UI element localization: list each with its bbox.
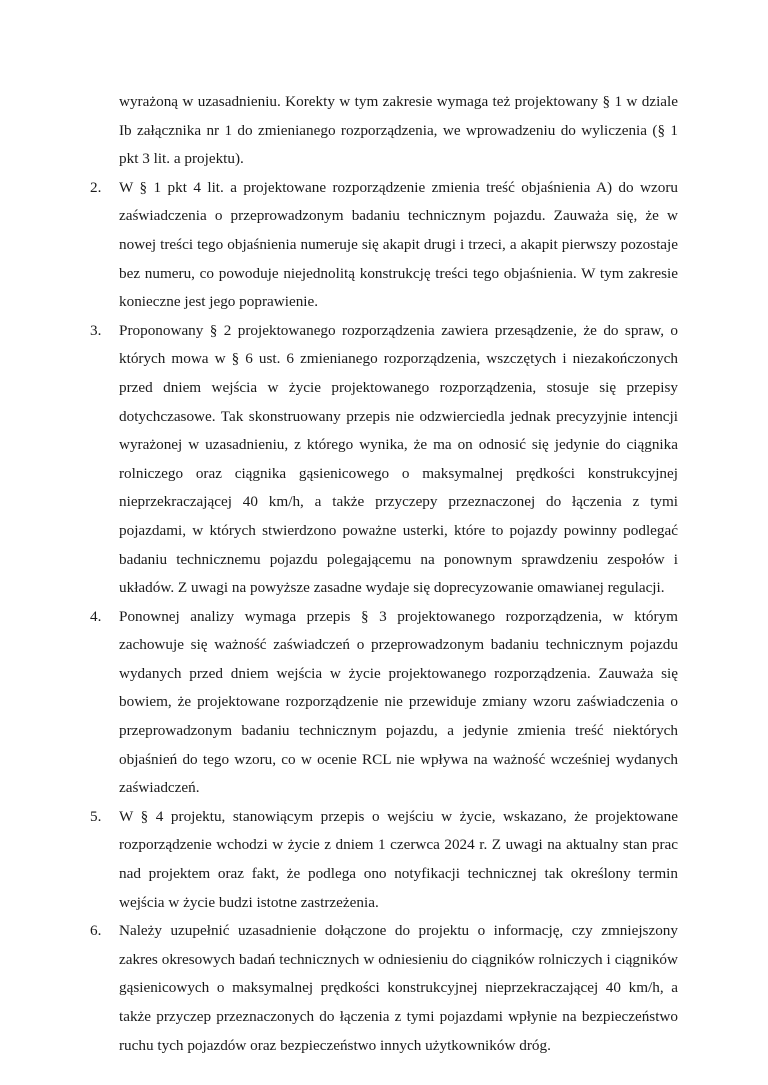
list-item-4	[90, 603, 678, 803]
list-item-3	[90, 317, 678, 603]
document-body	[90, 88, 678, 1060]
continuation-paragraph: wyrażoną w uzasadnieniu. Korekty w tym zakresie wymaga też projektowany § 1 w dziale Ib załącznika nr 1 do zmienianego rozporządzenia, we wprowadzeniu do wyliczenia (§ 1 pkt 3 lit. a projektu).	[119, 93, 678, 168]
list-item-text: W § 4 projektu, stanowiącym przepis o wejściu w życie, wskazano, że projektowane rozporządzenie wchodzi w życie z dniem 1 czerwca 2024 r. Z uwagi na aktualny stan prac nad projektem oraz fakt, że podlega ono notyfikacji technicznej tak określony termin wejścia w życie budzi istotne zastrzeżenia.	[119, 807, 678, 911]
list-item-number: 5.	[90, 807, 102, 825]
list-item-text: Ponownej analizy wymaga przepis § 3 projektowanego rozporządzenia, w którym zachowuje się ważność zaświadczeń o przeprowadzonym badaniu technicznym pojazdu wydanych przed dniem wejścia w życie projektowanego rozporządzenia. Zauważa się bowiem, że projektowane rozporządzenie nie przewiduje zmiany wzoru zaświadczenia o przeprowadzonym badaniu technicznym pojazdu, a jedynie zmienia treść niektórych objaśnień do tego wzoru, co w ocenie RCL nie wpływa na ważność wcześniej wydanych zaświadczeń.	[119, 607, 678, 797]
list-item-2	[90, 174, 678, 317]
list-item-text: Należy uzupełnić uzasadnienie dołączone do projektu o informację, czy zmniejszony zakres okresowych badań technicznych w odniesieniu do ciągników rolniczych i ciągników gąsienicowych o maksymalnej prędkości konstrukcyjnej nieprzekraczającej 40 km/h, a także przyczep przeznaczonych do łączenia z tymi pojazdami wpłynie na bezpieczeństwo ruchu tych pojazdów oraz bezpieczeństwo innych użytkowników dróg.	[119, 922, 678, 1054]
list-item-text: Proponowany § 2 projektowanego rozporządzenia zawiera przesądzenie, że do spraw, o których mowa w § 6 ust. 6 zmienianego rozporządzenia, wszczętych i niezakończonych przed dniem wejścia w życie projektowanego rozporządzenia, stosuje się przepisy dotychczasowe. Tak skonstruowany przepis nie odzwierciedla jednak precyzyjnie intencji wyrażonej w uzasadnieniu, z którego wynika, że ma on odnosić się jedynie do ciągnika rolniczego oraz ciągnika gąsienicowego o maksymalnej prędkości konstrukcyjnej nieprzekraczającej 40 km/h, a także przyczepy przeznaczonej do łączenia z tymi pojazdami, w których stwierdzono poważne usterki, które to pojazdy powinny podlegać badaniu technicznemu pojazdu polegającemu na ponownym sprawdzeniu zespołów i układów. Z uwagi na powyższe zasadne wydaje się doprecyzowanie omawianej regulacji.	[119, 321, 678, 597]
list-item-text: W § 1 pkt 4 lit. a projektowane rozporządzenie zmienia treść objaśnienia A) do wzoru zaświadczenia o przeprowadzonym badaniu technicznym pojazdu. Zauważa się, że w nowej treści tego objaśnienia numeruje się akapit drugi i trzeci, a akapit pierwszy pozostaje bez numeru, co powoduje niejednolitą konstrukcję treści tego objaśnienia. W tym zakresie konieczne jest jego poprawienie.	[119, 178, 678, 311]
list-item-number: 3.	[90, 321, 102, 339]
list-item-5	[90, 803, 678, 917]
list-item-number: 4.	[90, 607, 102, 625]
list-item-number: 2.	[90, 178, 102, 196]
numbered-list	[90, 174, 678, 1060]
list-item-number: 6.	[90, 922, 102, 940]
list-item-6	[90, 917, 678, 1060]
